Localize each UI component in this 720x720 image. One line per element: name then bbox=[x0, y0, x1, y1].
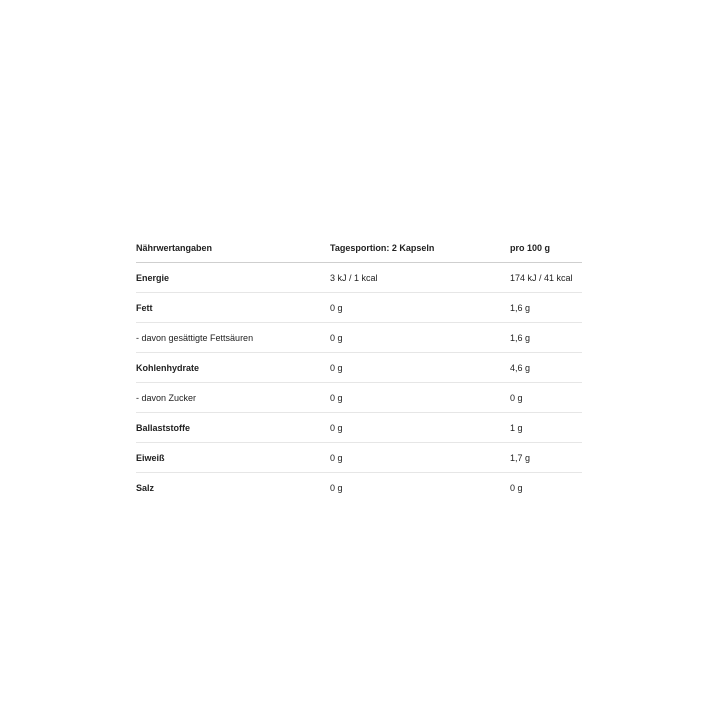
row-nutrient-salt: Salz bbox=[136, 482, 155, 493]
table-row bbox=[136, 263, 582, 293]
row-nutrient-sugar: - davon Zucker bbox=[136, 383, 330, 413]
table-header bbox=[136, 233, 582, 263]
row-per100-value: 4,6 g bbox=[510, 353, 582, 383]
row-portion-value: 0 g bbox=[330, 353, 510, 383]
row-nutrient-energy: Energie bbox=[136, 263, 330, 293]
row-portion-value: 3 kJ / 1 kcal bbox=[330, 263, 510, 293]
row-portion-value: 0 g bbox=[330, 482, 343, 493]
row-nutrient-fiber: Ballaststoffe bbox=[136, 413, 330, 443]
row-per100-value: 174 kJ / 41 kcal bbox=[510, 263, 582, 293]
row-portion-value: 0 g bbox=[330, 383, 510, 413]
row-per100-value: 0 g bbox=[510, 482, 523, 493]
table-row bbox=[136, 353, 582, 383]
table-row bbox=[136, 323, 582, 353]
row-per100-value: 1,6 g bbox=[510, 323, 582, 353]
row-portion-value: 0 g bbox=[330, 323, 510, 353]
row-per100-value: 1,7 g bbox=[510, 443, 582, 473]
header-nutrient: Nährwertangaben bbox=[136, 233, 330, 263]
nutrition-table bbox=[136, 233, 582, 502]
header-daily-portion: Tagesportion: 2 Kapseln bbox=[330, 233, 510, 263]
header-per-100g: pro 100 g bbox=[510, 233, 582, 263]
row-nutrient-carbohydrates: Kohlenhydrate bbox=[136, 353, 330, 383]
row-per100-value: 0 g bbox=[510, 383, 582, 413]
table-row bbox=[136, 413, 582, 443]
row-nutrient-saturated-fat: - davon gesättigte Fettsäuren bbox=[136, 323, 330, 353]
row-per100-value: 1 g bbox=[510, 413, 582, 443]
row-nutrient-protein: Eiweiß bbox=[136, 443, 330, 473]
row-per100-value: 1,6 g bbox=[510, 293, 582, 323]
row-portion-value: 0 g bbox=[330, 443, 510, 473]
header-row bbox=[136, 233, 582, 263]
table-row bbox=[136, 473, 582, 503]
table-row bbox=[136, 293, 582, 323]
row-portion-value: 0 g bbox=[330, 413, 510, 443]
table-body bbox=[136, 263, 582, 503]
table-row bbox=[136, 383, 582, 413]
row-portion-value: 0 g bbox=[330, 293, 510, 323]
table-row bbox=[136, 443, 582, 473]
row-nutrient-fat: Fett bbox=[136, 293, 330, 323]
